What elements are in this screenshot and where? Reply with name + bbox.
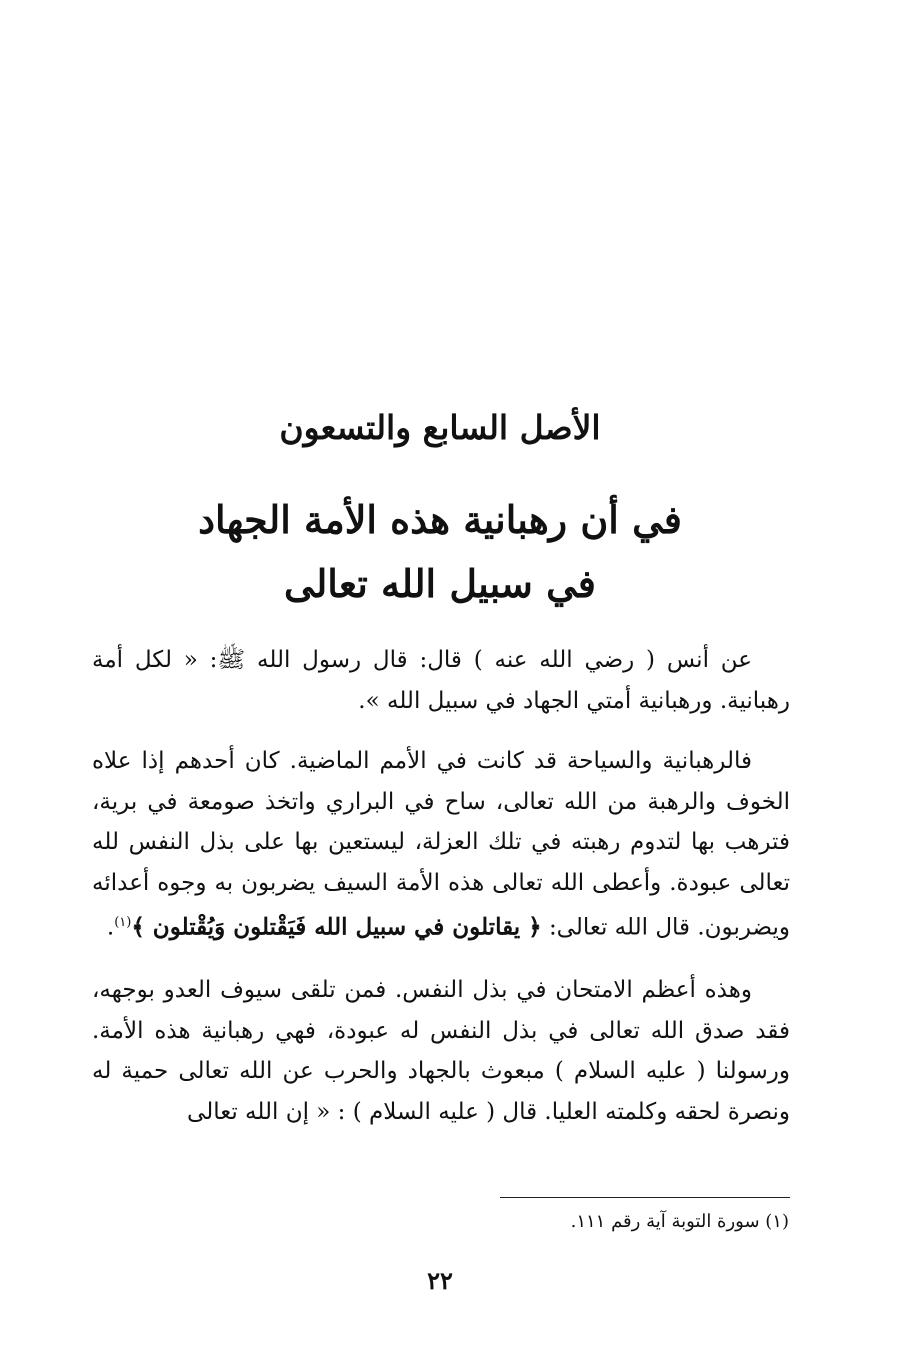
page-number: ٢٢: [427, 1266, 453, 1295]
chapter-subtitle: [0, 488, 880, 616]
subtitle-line-1: في أن رهبانية هذه الأمة الجهاد: [198, 497, 682, 542]
body-text: [92, 640, 790, 1154]
paragraph-jihad: وهذه أعظم الامتحان في بذل النفس. فمن تلقى سيوف العدو بوجهه، فقد صدق الله تعالى في بذل النفس له عبودة، فهي رهبانية هذه الأمة. ورسولنا ( عليه السلام ) مبعوث بالجهاد والحرب عن الله تعالى حمية له ونصرة لحقه وكلمته العليا. قال ( عليه السلام ) : « إن الله تعالى: [92, 977, 790, 1125]
paragraph-hadith: عن أنس ( رضي الله عنه ) قال: قال رسول الله ﷺ: « لكل أمة رهبانية. ورهبانية أمتي الجهاد في سبيل الله ».: [92, 647, 790, 714]
footnote: (١) سورة التوبة آية رقم ١١١.: [570, 1211, 789, 1232]
quran-verse: ﴿ يقاتلون في سبيل الله فَيَقْتلون وَيُقْتلون ﴾: [131, 913, 542, 941]
subtitle-line-2: في سبيل الله تعالى: [284, 561, 596, 606]
chapter-title: الأصل السابع والتسعون: [279, 408, 601, 447]
paragraph-end-mark: .: [106, 914, 115, 941]
paragraph-monasticism: [92, 741, 790, 948]
footnote-divider: [500, 1197, 790, 1198]
footnote-reference: (١): [114, 915, 132, 930]
paragraph-monasticism-text: فالرهبانية والسياحة قد كانت في الأمم الماضية. كان أحدهم إذا علاه الخوف والرهبة من الله تعالى، ساح في البراري واتخذ صومعة في برية، فترهب بها لتدوم رهبته في تلك العزلة، ليستعين بها على بذل النفس لله تعالى عبودة. وأعطى الله تعالى هذه الأمة السيف يضربون به وجوه أعدائه ويضربون. قال الله تعالى:: [92, 748, 790, 941]
